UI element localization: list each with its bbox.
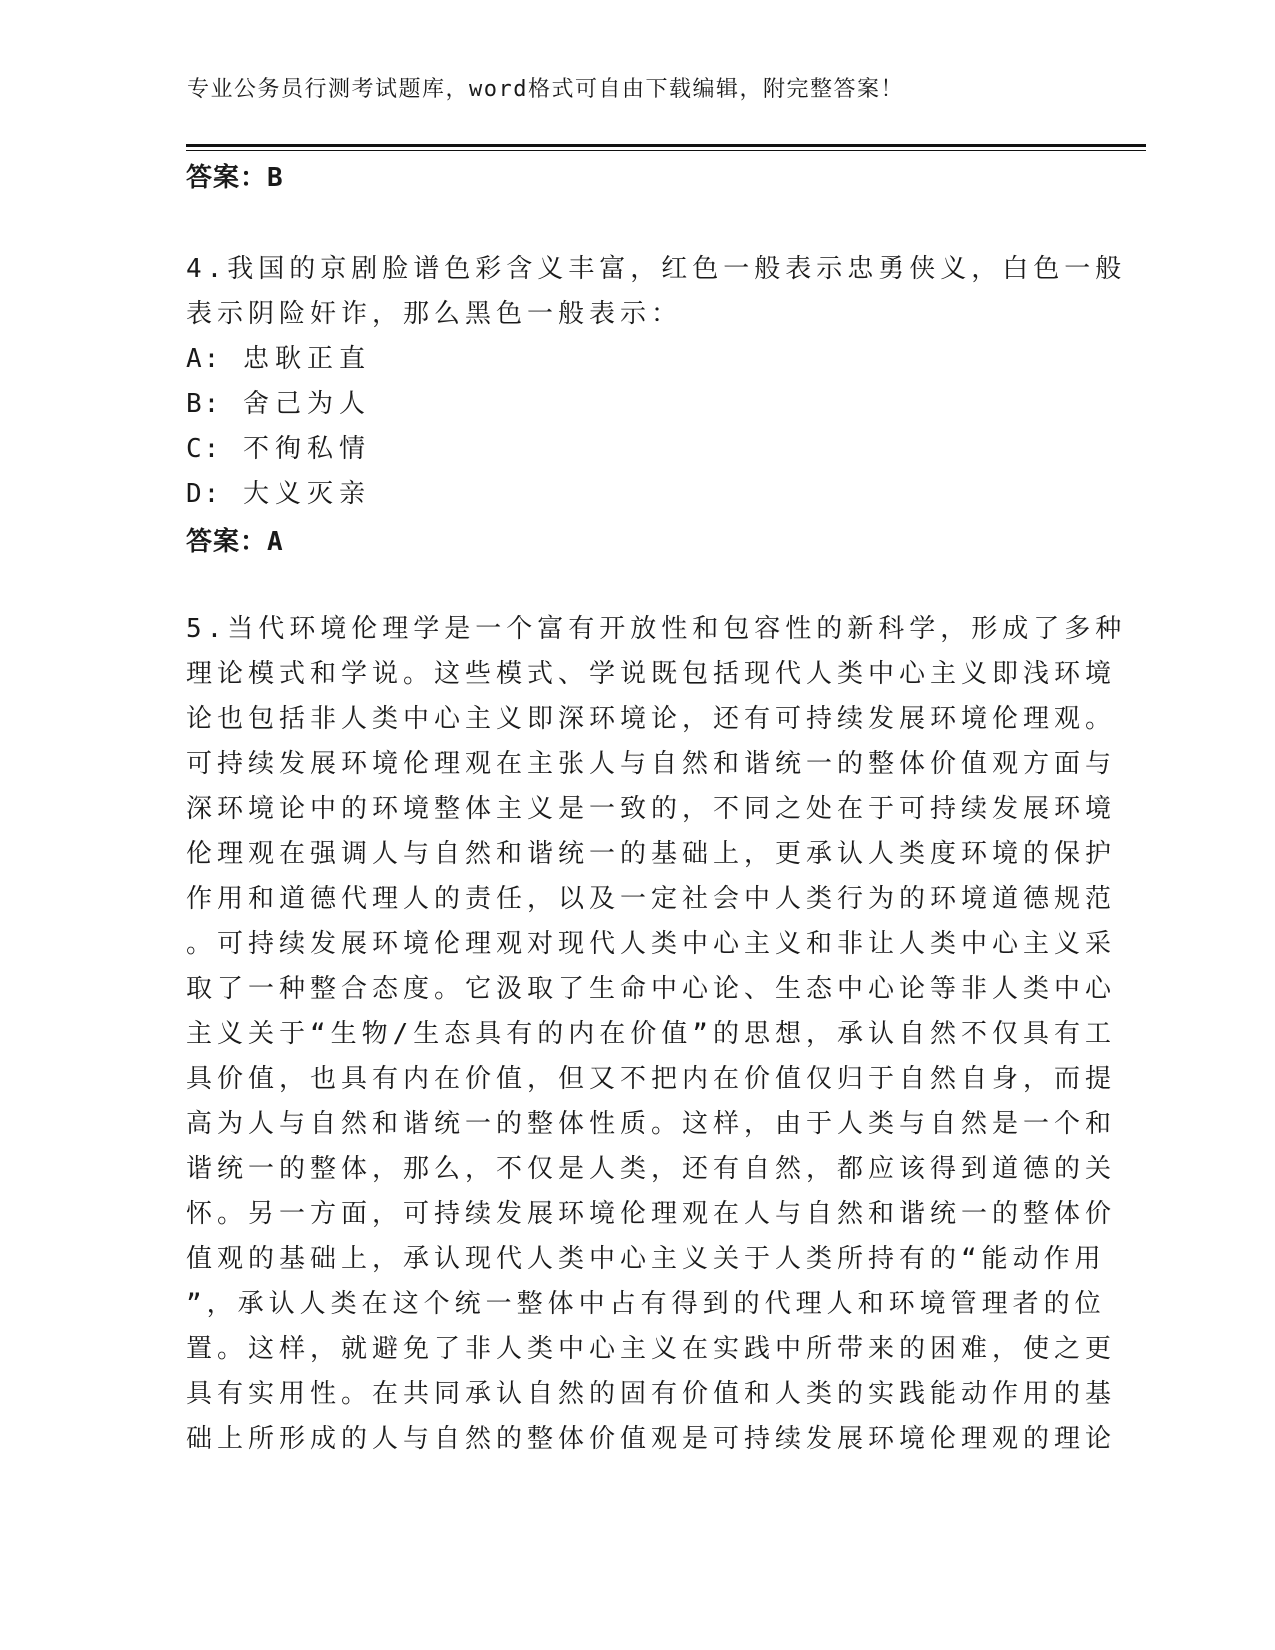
question-5-line: 值观的基础上，承认现代人类中心主义关于人类所持有的“能动作用 — [186, 1244, 1106, 1274]
option-d — [186, 472, 371, 517]
question-5 — [186, 607, 1127, 1462]
option-d-text: 大义灭亲 — [242, 479, 371, 509]
option-b-text: 舍己为人 — [242, 389, 371, 419]
question-5-line: 谐统一的整体，那么，不仅是人类，还有自然，都应该得到道德的关 — [186, 1154, 1117, 1184]
option-c-text: 不徇私情 — [242, 434, 371, 464]
header-divider — [186, 144, 1146, 147]
option-c-key: C: — [186, 434, 222, 464]
question-5-line: 础上所形成的人与自然的整体价值观是可持续发展环境伦理观的理论 — [186, 1424, 1117, 1454]
question-5-line: 深环境论中的环境整体主义是一致的，不同之处在于可持续发展环境 — [186, 794, 1117, 824]
question-5-line: 具价值，也具有内在价值，但又不把内在价值仅归于自然自身，而提 — [186, 1064, 1117, 1094]
question-5-line: 理论模式和学说。这些模式、学说既包括现代人类中心主义即浅环境 — [186, 659, 1117, 689]
question-5-line: 论也包括非人类中心主义即深环境论，还有可持续发展环境伦理观。 — [186, 704, 1117, 734]
option-a-text: 忠耿正直 — [242, 344, 371, 374]
question-4-options — [186, 337, 371, 517]
question-5-line: 可持续发展环境伦理观在主张人与自然和谐统一的整体价值观方面与 — [186, 749, 1117, 779]
question-4 — [186, 247, 1127, 337]
option-d-key: D: — [186, 479, 222, 509]
question-5-line: 怀。另一方面，可持续发展环境伦理观在人与自然和谐统一的整体价 — [186, 1199, 1117, 1229]
question-5-line: 5.当代环境伦理学是一个富有开放性和包容性的新科学，形成了多种 — [186, 614, 1127, 644]
option-a — [186, 337, 371, 382]
question-5-line: 取了一种整合态度。它汲取了生命中心论、生态中心论等非人类中心 — [186, 974, 1117, 1004]
question-5-line: 伦理观在强调人与自然和谐统一的基础上，更承认人类度环境的保护 — [186, 839, 1117, 869]
question-4-line: 4.我国的京剧脸谱色彩含义丰富，红色一般表示忠勇侠义，白色一般 — [186, 254, 1127, 284]
question-4-line: 表示阴险奸诈，那么黑色一般表示： — [186, 299, 683, 329]
question-5-line: 具有实用性。在共同承认自然的固有价值和人类的实践能动作用的基 — [186, 1379, 1117, 1409]
question-5-line: 作用和道德代理人的责任，以及一定社会中人类行为的环境道德规范 — [186, 884, 1117, 914]
option-b — [186, 382, 371, 427]
answer-question-4: 答案：A — [186, 527, 284, 557]
question-5-line: 。可持续发展环境伦理观对现代人类中心主义和非让人类中心主义采 — [186, 929, 1117, 959]
question-5-line: 高为人与自然和谐统一的整体性质。这样，由于人类与自然是一个和 — [186, 1109, 1117, 1139]
option-a-key: A: — [186, 344, 222, 374]
option-b-key: B: — [186, 389, 222, 419]
header-note: 专业公务员行测考试题库，word格式可自由下载编辑，附完整答案！ — [187, 77, 904, 102]
question-5-line: 置。这样，就避免了非人类中心主义在实践中所带来的困难，使之更 — [186, 1334, 1117, 1364]
question-5-line: ”，承认人类在这个统一整体中占有得到的代理人和环境管理者的位 — [186, 1289, 1106, 1319]
header-divider-thin — [186, 150, 1146, 151]
option-c — [186, 427, 371, 472]
question-5-line: 主义关于“生物/生态具有的内在价值”的思想，承认自然不仅具有工 — [186, 1019, 1116, 1049]
answer-previous-question: 答案：B — [186, 163, 284, 193]
